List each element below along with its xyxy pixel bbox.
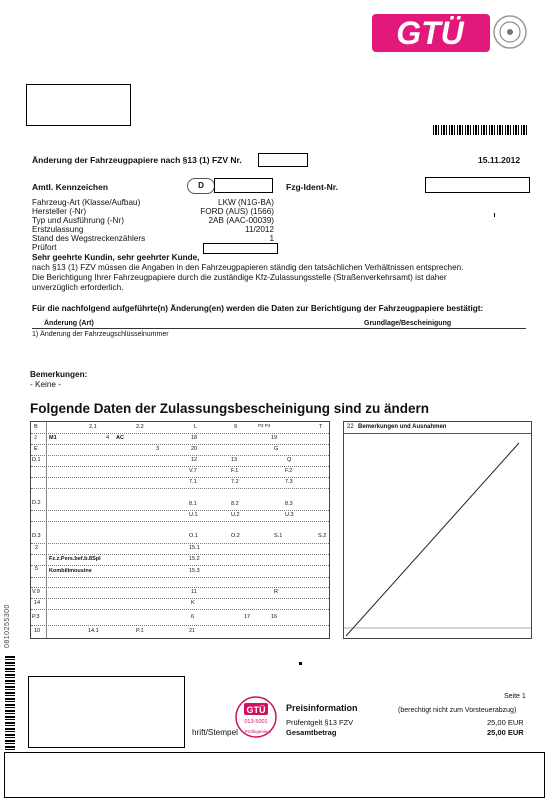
cell-label: 10 [34, 628, 41, 634]
cell-label: P2 P4 [258, 423, 271, 428]
letter-line-2: Die Berichtigung Ihrer Fahrzeugpapiere durch die zuständige Kfz-Zulassungsstelle (Straßenverkehrsamt) ist daher [32, 273, 447, 282]
pruefort-redaction [203, 243, 278, 254]
document-number-redaction [258, 153, 308, 167]
cell-value: M1 [49, 435, 57, 441]
row-value: LKW (N1G-BA) [218, 198, 274, 207]
barcode [433, 125, 529, 135]
price-title: Preisinformation [286, 703, 358, 713]
cell-label: 7.1 [189, 479, 197, 485]
page-mark [299, 662, 302, 665]
cell-label: 13 [231, 457, 238, 463]
remarks-value: - Keine - [30, 380, 61, 389]
cell-label: 15.2 [189, 556, 200, 562]
cell-label: V.9 [32, 589, 40, 595]
confirmation-text: Für die nachfolgend aufgeführte(n) Änderung(en) werden die Daten zur Berichtigung der Fahrzeugpapiere bestätigt: [32, 304, 484, 313]
greeting: Sehr geehrte Kundin, sehr geehrter Kunde, [32, 253, 200, 262]
kennzeichen-redaction [214, 178, 273, 193]
cell-label: E [34, 446, 38, 452]
cell-label: 21 [189, 628, 196, 634]
address-redaction [26, 84, 131, 126]
kennzeichen-label: Amtl. Kennzeichen [32, 182, 109, 192]
cell-label: 2.1 [89, 424, 97, 430]
vehicle-row [32, 207, 86, 216]
table-row [31, 609, 329, 626]
cell-value: Kombilimousine [49, 568, 92, 574]
country-code-oval [187, 178, 215, 194]
strike-diagonal [344, 433, 531, 638]
cell-label: T [319, 424, 323, 430]
price-note: (berechtigt nicht zum Vorsteuerabzug) [398, 707, 517, 714]
divider [32, 328, 526, 329]
logo-text: GTÜ [396, 15, 464, 51]
cell-label: R [274, 589, 278, 595]
cell-label: 3 [156, 446, 160, 452]
cell-label: 19 [271, 435, 278, 441]
cell-label: V.7 [189, 468, 197, 474]
document-title: Änderung der Fahrzeugpapiere nach §13 (1) FZV Nr. [32, 155, 242, 165]
cell-label: 8.1 [189, 501, 197, 507]
table-row [31, 625, 329, 637]
cell-label: 12 [191, 457, 198, 463]
cell-label: G [274, 446, 279, 452]
side-document-number [2, 560, 18, 650]
remarks-label: Bemerkungen: [30, 370, 88, 379]
vehicle-row [32, 225, 83, 234]
signature-label: hrift/Stempel [192, 728, 238, 737]
cell-label: 16 [271, 614, 278, 620]
zb-data-table [30, 421, 330, 639]
cell-label: 14.1 [88, 628, 99, 634]
side-barcode [5, 655, 15, 750]
stamp-number: 013-5001 [244, 719, 268, 725]
remarks-box [343, 421, 532, 639]
row-label: Typ und Ausführung (-Nr) [32, 216, 124, 225]
cell-label: 5 [35, 566, 39, 572]
cell-label: D.3 [32, 533, 41, 539]
row-label: Fahrzeug-Art (Klasse/Aufbau) [32, 198, 141, 207]
cell-label: 20 [191, 446, 198, 452]
vehicle-row [32, 234, 145, 243]
inspector-stamp [234, 693, 278, 741]
row-label: Stand des Wegstreckenzählers [32, 234, 146, 243]
tick-mark [494, 213, 495, 217]
page-number: Seite 1 [504, 693, 526, 700]
country-code: D [198, 181, 204, 190]
cell-label: 4 [106, 435, 110, 441]
fzg-ident-redaction [425, 177, 530, 193]
remarks-number: 22 [347, 424, 354, 430]
row-label: Hersteller (-Nr) [32, 207, 87, 216]
cell-label: 18 [191, 435, 198, 441]
letter-line-1: nach §13 (1) FZV müssen die Angaben in den Fahrzeugpapieren ständig den tatsächlichen Verhältnissen entsprechen. [32, 263, 464, 272]
cell-label: 15.1 [189, 545, 200, 551]
cell-value: AC [116, 435, 124, 441]
vehicle-row [32, 243, 57, 252]
cell-label: O.1 [189, 533, 198, 539]
cell-label: 14 [34, 600, 41, 606]
cell-label: 8.3 [285, 501, 293, 507]
fee-value: 25,00 EUR [487, 718, 524, 727]
cell-value: Fz.z.Pers.bef.b.8Spl [49, 556, 101, 562]
total-value: 25,00 EUR [487, 728, 524, 737]
fee-label: Prüfentgelt §13 FZV [286, 718, 354, 727]
total-label: Gesamtbetrag [286, 728, 337, 737]
cell-label: F.1 [231, 468, 239, 474]
vehicle-row [32, 216, 124, 225]
table-row [31, 488, 329, 499]
vehicle-row [32, 198, 140, 207]
cell-label: 8.2 [231, 501, 239, 507]
row-value: FORD (AUS) (1566) [200, 207, 274, 216]
label-column-divider [46, 422, 47, 638]
fzg-ident-label: Fzg-Ident-Nr. [286, 182, 338, 192]
cell-label: 6 [191, 614, 195, 620]
cell-label: B [34, 424, 38, 430]
row-label: Erstzulassung [32, 225, 84, 234]
cell-label: U.1 [189, 512, 198, 518]
remarks-title: Bemerkungen und Ausnahmen [358, 424, 447, 430]
cell-label: 9 [234, 424, 238, 430]
cell-label: D.2 [32, 500, 41, 506]
cell-label: 7.3 [285, 479, 293, 485]
cell-label: Q [287, 457, 292, 463]
cell-label: U.2 [231, 512, 240, 518]
cell-label: 11 [191, 589, 197, 595]
table-row [31, 521, 329, 544]
cell-label: F.2 [285, 468, 293, 474]
column-change: Änderung (Art) [44, 320, 94, 327]
cell-label: D.1 [32, 457, 41, 463]
stamp-caption: Prüfingenieur [244, 729, 272, 734]
row-value: 1 [269, 234, 274, 243]
letter-line-3: unverzüglich erforderlich. [32, 283, 124, 292]
side-number-text: 0810255300 [4, 604, 11, 648]
cell-label: 2.2 [136, 424, 144, 430]
section-title: Folgende Daten der Zulassungsbescheinigung sind zu ändern [30, 401, 430, 416]
cell-label: O.2 [231, 533, 240, 539]
signature-redaction [28, 676, 185, 748]
cell-label: 2 [35, 545, 39, 551]
gtu-logo [370, 8, 530, 56]
cell-label: P.1 [136, 628, 144, 634]
document-date: 15.11.2012 [478, 155, 521, 165]
cell-label: J [34, 435, 37, 441]
cell-label: P.3 [32, 614, 40, 620]
cell-label: S.2 [318, 533, 327, 539]
cell-label: 17 [244, 614, 251, 620]
change-item-1: 1) Änderung der Fahrzeugschlüsselnummer [32, 331, 169, 338]
cell-label: 15.3 [189, 568, 200, 574]
stamp-text: GTÜ [246, 705, 266, 715]
cell-label: L [194, 424, 198, 430]
cell-label: S.1 [274, 533, 283, 539]
row-value: 2AB (AAC-00039) [208, 216, 274, 225]
column-basis: Grundlage/Bescheinigung [364, 320, 452, 327]
cell-label: U.3 [285, 512, 294, 518]
row-label: Prüfort [32, 243, 57, 252]
footer-redaction [4, 752, 545, 798]
cell-label: 7.2 [231, 479, 239, 485]
cell-label: K [191, 600, 195, 606]
row-value: 11/2012 [245, 225, 274, 234]
